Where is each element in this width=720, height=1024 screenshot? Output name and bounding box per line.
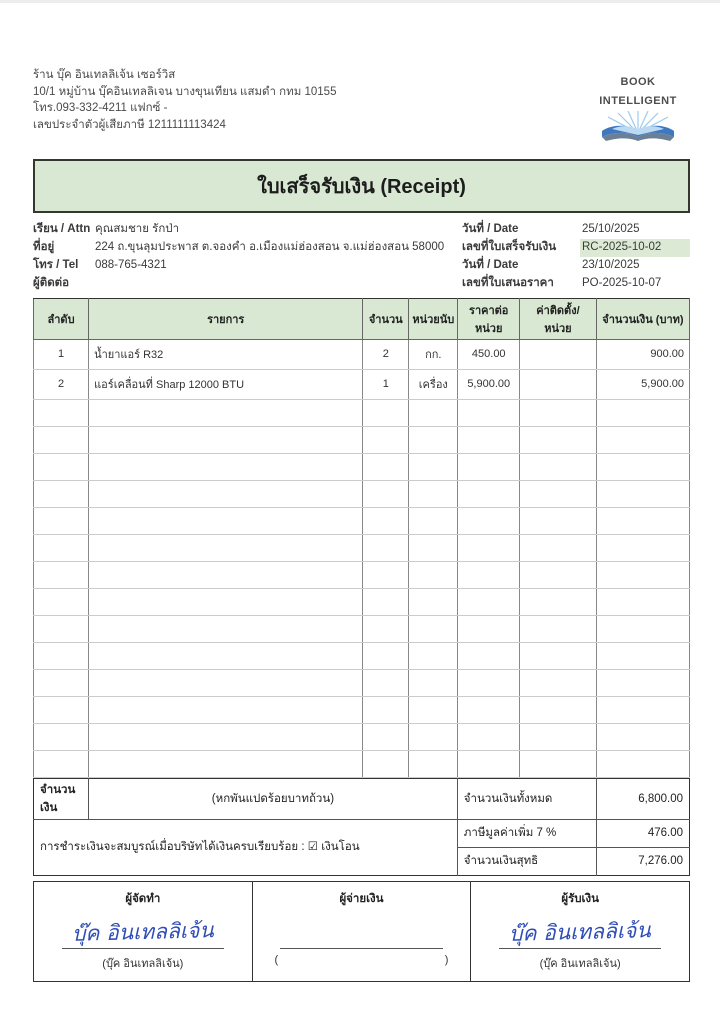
paren-right: ) bbox=[444, 953, 449, 966]
item-cell-empty bbox=[363, 696, 409, 723]
item-cell-empty bbox=[409, 750, 458, 777]
item-row-empty bbox=[34, 480, 690, 507]
item-cell-empty bbox=[458, 453, 520, 480]
item-cell-empty bbox=[89, 399, 363, 426]
item-cell-empty bbox=[89, 480, 363, 507]
item-cell-empty bbox=[89, 615, 363, 642]
item-cell-empty bbox=[363, 480, 409, 507]
vat-label: ภาษีมูลค่าเพิ่ม 7 % bbox=[457, 819, 596, 847]
receipt-no-value: RC-2025-10-02 bbox=[580, 239, 690, 257]
payment-note: การชำระเงินจะสมบูรณ์เมื่อบริษัทได้เงินครบเรียบร้อย : bbox=[40, 841, 305, 854]
item-cell-empty bbox=[596, 723, 689, 750]
company-address: 10/1 หมู่บ้าน บุ๊คอินเทลลิเจน บางขุนเทียน แสมดำ กทม 10155 bbox=[33, 85, 337, 98]
item-cell-amount: 900.00 bbox=[596, 339, 689, 369]
attn-label: เรียน / Attn bbox=[33, 223, 91, 236]
item-cell-empty bbox=[596, 453, 689, 480]
item-cell-empty bbox=[363, 507, 409, 534]
item-cell-qty: 2 bbox=[363, 339, 409, 369]
company-info bbox=[33, 67, 336, 134]
item-cell-empty bbox=[520, 426, 597, 453]
payment-method: เงินโอน bbox=[321, 841, 360, 854]
item-row-empty bbox=[34, 426, 690, 453]
summary-table bbox=[33, 778, 690, 876]
item-cell-empty bbox=[520, 561, 597, 588]
items-col-header: ราคาต่อหน่วย bbox=[458, 298, 520, 339]
total-value: 6,800.00 bbox=[596, 778, 689, 819]
item-cell-unit: กก. bbox=[409, 339, 458, 369]
amount-label: จำนวนเงิน bbox=[34, 778, 89, 819]
document-title: ใบเสร็จรับเงิน (Receipt) bbox=[257, 176, 466, 199]
item-cell-empty bbox=[409, 507, 458, 534]
item-row-empty bbox=[34, 561, 690, 588]
items-table bbox=[33, 298, 690, 778]
item-cell-empty bbox=[409, 588, 458, 615]
item-cell-qty: 1 bbox=[363, 369, 409, 399]
address-value: 224 ถ.ขุนลุมประพาส ต.จองคำ อ.เมืองแม่ฮ่องสอน จ.แม่ฮ่องสอน 58000 bbox=[95, 241, 445, 254]
item-cell-unit: เครื่อง bbox=[409, 369, 458, 399]
item-cell-empty bbox=[34, 399, 89, 426]
item-cell-empty bbox=[520, 453, 597, 480]
items-col-header: จำนวนเงิน (บาท) bbox=[596, 298, 689, 339]
logo-text-intelligent: INTELLIGENT bbox=[599, 94, 677, 107]
company-logo bbox=[586, 73, 690, 150]
item-cell-empty bbox=[363, 723, 409, 750]
item-cell-empty bbox=[34, 507, 89, 534]
item-cell-empty bbox=[596, 696, 689, 723]
item-cell-empty bbox=[34, 696, 89, 723]
item-cell-empty bbox=[520, 642, 597, 669]
amount-in-words: (หกพันแปดร้อยบาทถ้วน) bbox=[89, 778, 458, 819]
date-label: วันที่ / Date bbox=[462, 223, 519, 236]
item-row-empty bbox=[34, 588, 690, 615]
items-col-header: หน่วยนับ bbox=[409, 298, 458, 339]
item-cell-empty bbox=[409, 534, 458, 561]
item-cell-empty bbox=[363, 399, 409, 426]
company-tax-id: เลขประจำตัวผู้เสียภาษี 1211111113424 bbox=[33, 119, 226, 132]
item-cell-empty bbox=[520, 723, 597, 750]
item-cell-empty bbox=[363, 453, 409, 480]
contact-value bbox=[95, 275, 453, 293]
item-cell-empty bbox=[409, 696, 458, 723]
item-row-empty bbox=[34, 399, 690, 426]
document-meta bbox=[462, 221, 690, 292]
item-cell-empty bbox=[520, 696, 597, 723]
item-cell-empty bbox=[596, 507, 689, 534]
item-cell-empty bbox=[89, 426, 363, 453]
item-row bbox=[34, 369, 690, 399]
date-value: 25/10/2025 bbox=[582, 223, 640, 236]
open-book-icon bbox=[586, 111, 690, 150]
item-row-empty bbox=[34, 696, 690, 723]
paren-left: ( bbox=[274, 953, 279, 966]
item-row-empty bbox=[34, 507, 690, 534]
signature-parens bbox=[275, 954, 449, 966]
items-header-row bbox=[34, 298, 690, 339]
company-name: ร้าน บุ๊ค อินเทลลิเจ้น เซอร์วิส bbox=[33, 69, 176, 81]
item-cell-empty bbox=[520, 534, 597, 561]
item-row-empty bbox=[34, 453, 690, 480]
item-row-empty bbox=[34, 669, 690, 696]
handwritten-signature bbox=[262, 913, 460, 950]
item-cell-empty bbox=[34, 588, 89, 615]
item-cell-amount: 5,900.00 bbox=[596, 369, 689, 399]
item-cell-empty bbox=[596, 561, 689, 588]
tel-value: 088-765-4321 bbox=[95, 259, 167, 271]
quote-no-label: เลขที่ใบเสนอราคา bbox=[462, 276, 554, 289]
item-cell-empty bbox=[458, 615, 520, 642]
receipt-no-label: เลขที่ใบเสร็จรับเงิน bbox=[462, 241, 557, 254]
customer-info bbox=[33, 221, 453, 292]
items-col-header: รายการ bbox=[89, 298, 363, 339]
item-cell-no: 1 bbox=[34, 339, 89, 369]
item-cell-desc: น้ำยาแอร์ R32 bbox=[89, 339, 363, 369]
item-cell-empty bbox=[458, 696, 520, 723]
signature-box bbox=[471, 881, 690, 981]
item-cell-empty bbox=[363, 426, 409, 453]
item-cell-empty bbox=[458, 723, 520, 750]
item-cell-empty bbox=[458, 750, 520, 777]
item-cell-empty bbox=[458, 426, 520, 453]
item-cell-empty bbox=[34, 534, 89, 561]
item-cell-empty bbox=[409, 669, 458, 696]
item-cell-unit_price: 5,900.00 bbox=[458, 369, 520, 399]
company-phone: โทร.093-332-4211 แฟกซ์ - bbox=[33, 102, 168, 115]
signature-title: ผู้จัดทำ bbox=[125, 892, 161, 905]
item-cell-empty bbox=[34, 615, 89, 642]
signature-name: (บุ๊ค อินเทลลิเจ้น) bbox=[102, 957, 184, 970]
item-cell-empty bbox=[89, 507, 363, 534]
item-cell-empty bbox=[458, 561, 520, 588]
item-cell-empty bbox=[409, 480, 458, 507]
item-cell-empty bbox=[520, 750, 597, 777]
net-value: 7,276.00 bbox=[638, 855, 683, 868]
date2-label: วันที่ / Date bbox=[462, 259, 519, 271]
title-banner bbox=[33, 159, 690, 213]
quote-no-value: PO-2025-10-07 bbox=[582, 276, 662, 289]
item-cell-empty bbox=[596, 615, 689, 642]
item-cell-empty bbox=[409, 723, 458, 750]
item-cell-empty bbox=[34, 723, 89, 750]
item-row bbox=[34, 339, 690, 369]
receipt-page bbox=[0, 3, 720, 982]
item-cell-empty bbox=[89, 642, 363, 669]
item-cell-empty bbox=[520, 669, 597, 696]
items-col-header: ค่าติดตั้ง/หน่วย bbox=[520, 298, 597, 339]
signature-section bbox=[33, 881, 690, 982]
payment-checkbox-icon: ☑ bbox=[307, 841, 319, 854]
item-cell-install bbox=[520, 369, 597, 399]
item-cell-empty bbox=[520, 507, 597, 534]
attn-value: คุณสมชาย รักป่า bbox=[95, 223, 180, 236]
item-cell-desc: แอร์เคลื่อนที่ Sharp 12000 BTU bbox=[89, 369, 363, 399]
item-cell-no: 2 bbox=[34, 369, 89, 399]
signature-box bbox=[34, 881, 253, 981]
item-cell-empty bbox=[363, 669, 409, 696]
item-cell-empty bbox=[89, 588, 363, 615]
signature-title: ผู้จ่ายเงิน bbox=[339, 892, 384, 905]
summary-row-total bbox=[34, 778, 690, 819]
item-row-empty bbox=[34, 534, 690, 561]
item-cell-empty bbox=[458, 480, 520, 507]
logo-text-book: BOOK bbox=[620, 76, 656, 88]
handwritten-signature: บุ๊ค อินเทลลิเจ้น bbox=[509, 917, 652, 946]
item-cell-empty bbox=[520, 588, 597, 615]
item-cell-empty bbox=[596, 480, 689, 507]
item-cell-empty bbox=[520, 615, 597, 642]
item-cell-empty bbox=[89, 723, 363, 750]
item-row-empty bbox=[34, 615, 690, 642]
item-cell-empty bbox=[34, 642, 89, 669]
item-row-empty bbox=[34, 750, 690, 777]
item-cell-empty bbox=[363, 534, 409, 561]
item-cell-empty bbox=[89, 534, 363, 561]
item-cell-empty bbox=[596, 669, 689, 696]
signature-box bbox=[252, 881, 471, 981]
item-cell-empty bbox=[89, 561, 363, 588]
item-cell-empty bbox=[458, 507, 520, 534]
item-cell-empty bbox=[596, 426, 689, 453]
handwritten-signature: บุ๊ค อินเทลลิเจ้น bbox=[71, 917, 214, 946]
item-cell-empty bbox=[409, 615, 458, 642]
net-label: จำนวนเงินสุทธิ bbox=[457, 847, 596, 875]
item-cell-empty bbox=[458, 399, 520, 426]
item-cell-empty bbox=[89, 750, 363, 777]
item-cell-empty bbox=[34, 453, 89, 480]
item-cell-empty bbox=[363, 615, 409, 642]
address-label: ที่อยู่ bbox=[33, 241, 55, 254]
document-header bbox=[33, 67, 690, 150]
item-cell-empty bbox=[363, 561, 409, 588]
item-cell-empty bbox=[363, 750, 409, 777]
item-cell-empty bbox=[409, 642, 458, 669]
item-cell-empty bbox=[34, 426, 89, 453]
item-cell-empty bbox=[409, 453, 458, 480]
contact-label: ผู้ติดต่อ bbox=[33, 276, 70, 289]
total-label: จำนวนเงินทั้งหมด bbox=[457, 778, 596, 819]
item-cell-empty bbox=[89, 669, 363, 696]
item-cell-empty bbox=[34, 750, 89, 777]
item-cell-empty bbox=[458, 642, 520, 669]
item-cell-empty bbox=[596, 750, 689, 777]
signature-name: (บุ๊ค อินเทลลิเจ้น) bbox=[539, 957, 621, 970]
payment-note-cell bbox=[34, 819, 458, 875]
item-cell-empty bbox=[458, 669, 520, 696]
item-cell-empty bbox=[89, 453, 363, 480]
item-cell-empty bbox=[596, 399, 689, 426]
item-cell-empty bbox=[409, 399, 458, 426]
items-col-header: จำนวน bbox=[363, 298, 409, 339]
items-col-header: ลำดับ bbox=[34, 298, 89, 339]
summary-row-vat bbox=[34, 819, 690, 847]
item-cell-empty bbox=[458, 588, 520, 615]
item-cell-empty bbox=[34, 480, 89, 507]
signature-title: ผู้รับเงิน bbox=[561, 892, 599, 905]
item-cell-empty bbox=[596, 534, 689, 561]
item-cell-empty bbox=[596, 588, 689, 615]
item-cell-empty bbox=[520, 480, 597, 507]
item-cell-empty bbox=[409, 561, 458, 588]
item-cell-empty bbox=[34, 669, 89, 696]
item-cell-empty bbox=[458, 534, 520, 561]
item-cell-empty bbox=[596, 642, 689, 669]
item-cell-empty bbox=[34, 561, 89, 588]
tel-label: โทร / Tel bbox=[33, 259, 79, 271]
item-cell-empty bbox=[363, 642, 409, 669]
item-cell-empty bbox=[89, 696, 363, 723]
item-cell-unit_price: 450.00 bbox=[458, 339, 520, 369]
item-cell-empty bbox=[409, 426, 458, 453]
item-row-empty bbox=[34, 723, 690, 750]
item-cell-empty bbox=[363, 588, 409, 615]
date2-value: 23/10/2025 bbox=[582, 259, 640, 271]
vat-value: 476.00 bbox=[596, 819, 689, 847]
item-row-empty bbox=[34, 642, 690, 669]
item-cell-install bbox=[520, 339, 597, 369]
item-cell-empty bbox=[520, 399, 597, 426]
info-section bbox=[33, 221, 690, 292]
